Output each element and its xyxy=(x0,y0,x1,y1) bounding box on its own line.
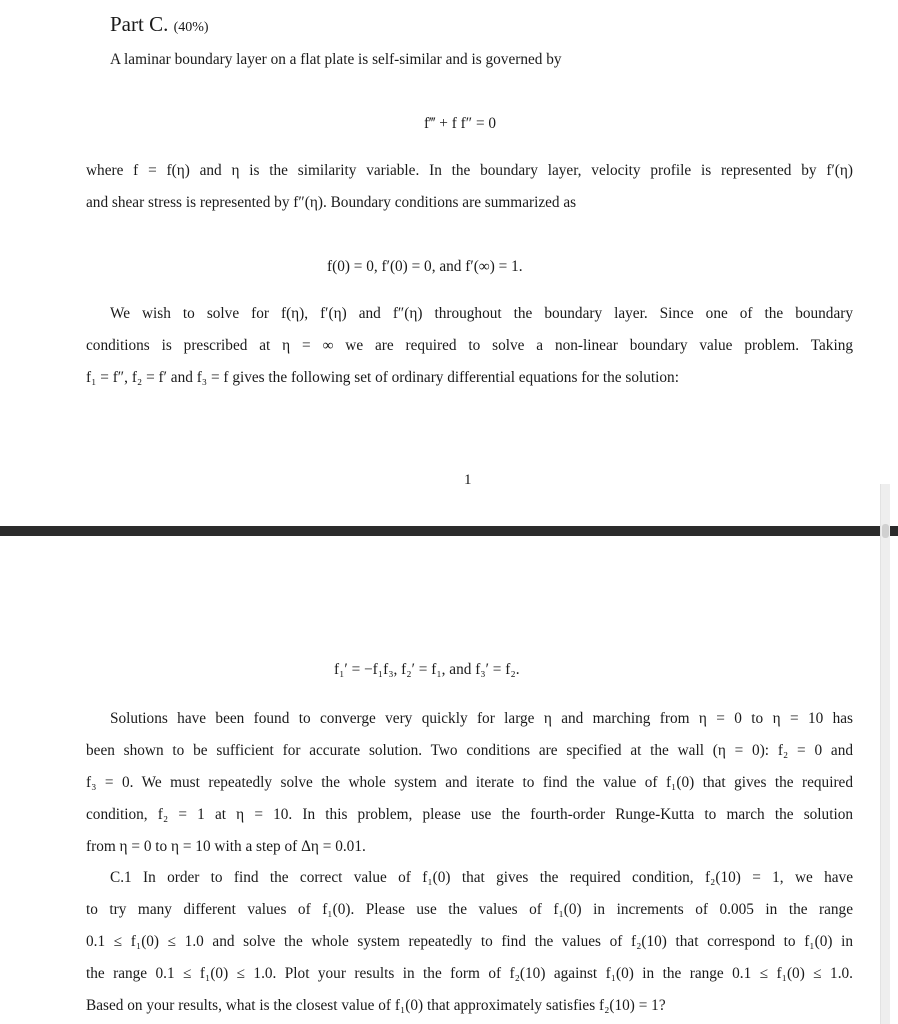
vertical-scrollbar[interactable] xyxy=(880,484,890,1024)
document-page-2 xyxy=(0,536,898,1024)
paragraph-2-line-2: conditions is prescribed at η = ∞ we are required to solve a non-linear boundary value problem. Taking xyxy=(86,337,853,354)
paragraph-3-line-5: from η = 0 to η = 10 with a step of Δη = 0.01. xyxy=(86,838,366,855)
question-c1-line-3: 0.1 ≤ f₁(0) ≤ 1.0 and solve the whole system repeatedly to find the values of f₂(10) that correspond to f₁(0) in xyxy=(86,933,853,950)
part-title xyxy=(110,12,209,37)
paragraph-3-line-2: been shown to be sufficient for accurate solution. Two conditions are specified at the wall (η = 0): f₂ = 0 and xyxy=(86,742,853,759)
paragraph-3-line-1: Solutions have been found to converge very quickly for large η and marching from η = 0 to η = 10 has xyxy=(110,710,853,727)
question-c1-line-1: C.1 In order to find the correct value of f₁(0) that gives the required condition, f₂(10) = 1, we have xyxy=(110,869,853,886)
paragraph-3-line-3: f₃ = 0. We must repeatedly solve the whole system and iterate to find the value of f₁(0) that gives the required xyxy=(86,774,853,791)
boundary-conditions-equation: f(0) = 0, f′(0) = 0, and f′(∞) = 1. xyxy=(327,258,523,275)
intro-text: A laminar boundary layer on a flat plate is self-similar and is governed by xyxy=(110,51,562,68)
page-separator xyxy=(0,526,898,536)
paragraph-2-line-3: f₁ = f″, f₂ = f′ and f₃ = f gives the following set of ordinary differential equations for the solution: xyxy=(86,369,679,386)
part-title-text: Part C. xyxy=(110,12,169,36)
part-weight: (40%) xyxy=(173,20,209,35)
paragraph-3-line-4: condition, f₂ = 1 at η = 10. In this problem, please use the fourth-order Runge-Kutta to march the solution xyxy=(86,806,853,823)
governing-equation: f‴ + f f″ = 0 xyxy=(424,115,497,132)
ode-system-equation: f₁′ = −f₁f₃, f₂′ = f₁, and f₃′ = f₂. xyxy=(334,661,520,678)
question-c1-line-5: Based on your results, what is the closest value of f₁(0) that approximately satisfies f₂(10) = 1? xyxy=(86,997,666,1014)
paragraph-1-line-2: and shear stress is represented by f″(η). Boundary conditions are summarized as xyxy=(86,194,577,211)
scrollbar-thumb[interactable] xyxy=(882,524,889,538)
page-number: 1 xyxy=(464,472,472,488)
paragraph-1-line-1: where f = f(η) and η is the similarity variable. In the boundary layer, velocity profile is represented by f′(η) xyxy=(86,162,853,179)
paragraph-2-line-1: We wish to solve for f(η), f′(η) and f″(η) throughout the boundary layer. Since one of the boundary xyxy=(110,305,853,322)
question-c1-line-2: to try many different values of f₁(0). Please use the values of f₁(0) in increments of 0.005 in the range xyxy=(86,901,853,918)
question-c1-line-4: the range 0.1 ≤ f₁(0) ≤ 1.0. Plot your results in the form of f₂(10) against f₁(0) in the range 0.1 ≤ f₁(0) ≤ 1.0. xyxy=(86,965,853,982)
